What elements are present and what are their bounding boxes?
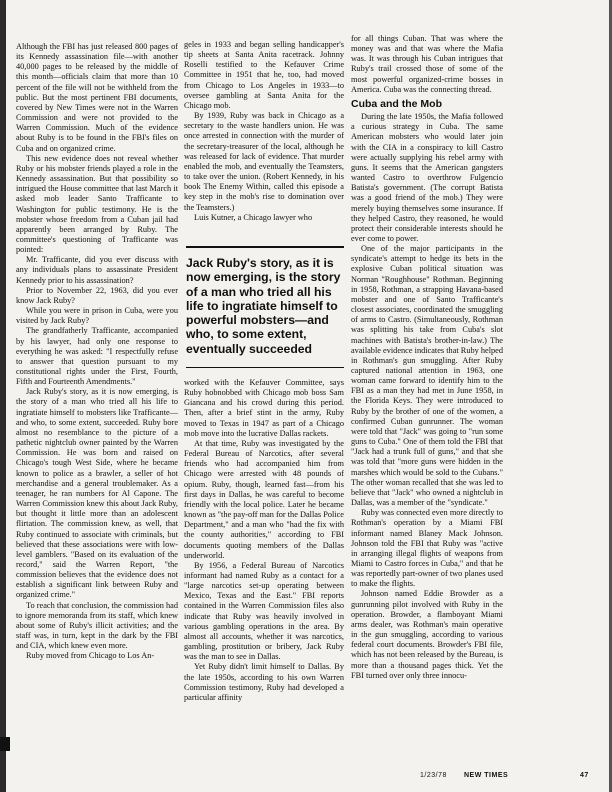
paragraph: Johnson named Eddie Browder as a gunrunning pilot involved with Ruby in the operation. Browder, a flamboyant Miami arms dealer, was Rothman's main operative in the gun smuggling, according to various federal court documents. Browder's FBI file, which has not been released by the Bureau, is more than a thousand pages thick. Yet the FBI turned over only three innocu- — [351, 589, 503, 680]
paragraph: The grandfatherly Trafficante, accompanied by his lawyer, had only one response to everything he was asked: "I respectfully refuse to answer that question pursuant to my constitutional rights under the First, Fourth, Fifth and Fourteenth Amendments." — [16, 326, 178, 387]
paragraph: Ruby moved from Chicago to Los An- — [26, 651, 155, 661]
paragraph: Prior to November 22, 1963, did you ever know Jack Ruby? — [16, 285, 178, 305]
paragraph: During the late 1950s, the Mafia followed a curious strategy in Cuba. The same American mobsters who would later join with the CIA in a conspiracy to kill Castro were actually supplying his rebel army with guns. It seems that the American gangsters wanted Castro to overthrow Fulgencio Batista's government. (The corrupt Batista was a good friend of the mob.) They were merely buying themselves some insurance. If they helped Castro, they reasoned, he would protect their considerable interests should he ever come to power. — [351, 112, 503, 243]
paragraph: Luis Kutner, a Chicago lawyer who — [194, 212, 313, 222]
paragraph: Mr. Trafficante, did you ever discuss with any individuals plans to assassinate President Kennedy prior to his assassination? — [16, 255, 178, 285]
paragraph: To reach that conclusion, the commission had to ignore memoranda from its staff, which knew about some of Ruby's illicit activities; and the staff was, in turn, kept in the dark by the FBI and CIA, which knew even more. — [16, 600, 178, 651]
pull-quote-text: Jack Ruby's story, as it is now emerging, is the story of a man who tried all his life to ingratiate himself to powerful mobsters—and who, to some extent, eventually succeeded — [186, 256, 341, 356]
column-2-top — [184, 40, 344, 240]
paragraph: This new evidence does not reveal whether Ruby or his mobster friends played a role in the Kennedy assassination. But that possibility so intrigued the House committee that last March it asked mob leader Santo Trafficante to Washington for public testimony. He is the mobster whose freedom from a Cuban jail had apparently been arranged by Ruby. The committee's questioning of Trafficante was pointed: — [16, 153, 178, 255]
paragraph: geles in 1933 and began selling handicapper's tip sheets at Santa Anita racetrack. Johnny Roselli testified to the Kefauver Crime Committee in 1951 that he, too, had moved from Chicago to Los Angeles in 1933—to oversee gambling at Santa Anita for the Chicago mob. — [184, 40, 344, 110]
scan-mark — [0, 737, 10, 751]
paragraph: While you were in prison in Cuba, were you visited by Jack Ruby? — [16, 306, 178, 326]
paragraph: worked with the Kefauver Committee, says Ruby hobnobbed with Chicago mob boss Sam Giancana and his crowd during this period. Then, after a brief stint in the army, Ruby moved to Texas in 1947 as part of a Chicago mob move into the lucrative Dallas rackets. — [184, 378, 344, 438]
paragraph: Ruby was connected even more directly to Rothman's operation by a Miami FBI informant named Blaney Mack Johnson. Johnson told the FBI that Ruby was "active in arranging illegal flights of weapons from Miami to Castro forces in Cuba," and that he was reportedly part-owner of two planes used to make the flights. — [351, 508, 503, 589]
paragraph: Jack Ruby's story, as it is now emerging, is the story of a man who tried all his life to ingratiate himself to mobsters like Trafficante—and who, to some extent, succeeded. Ruby bore almost no resemblance to the picture of a pathetic nightclub owner painted by the Warren Commission. He was born and raised on Chicago's tough West Side, where he became known to police as a brawler, a seller of hot merchandise and a general troublemaker. As a teenager, he ran numbers for Al Capone. The Warren Commission knew this about Jack Ruby, but thought it little more than an adolescent flirtation. The commission knew, as well, that Ruby continued to associate with criminals, but believed that these associations were with low-level gamblers. "Based on its evaluation of the record," said the Warren Report, "the commission believes that the evidence does not establish a significant link between Ruby and organized crime." — [16, 387, 178, 600]
pull-quote — [186, 246, 344, 368]
paragraph: for all things Cuban. That was where the money was and that was where the Mafia was. It was through his Cuban intrigues that Ruby's trail crossed those of some of the most powerful organized-crime bosses in America. Cuba was the connecting thread. — [351, 34, 503, 94]
paragraph: Yet Ruby didn't limit himself to Dallas. By the late 1950s, according to his own Warren Commission testimony, Ruby had developed a particular affinity — [184, 662, 344, 702]
column-2-bottom — [184, 378, 344, 750]
page-number: 47 — [580, 772, 589, 779]
paragraph: Although the FBI has just released 800 pages of its Kennedy assassination file—with another 40,000 pages to be released by the middle of this month—officials claim that more than 10 percent of the file will not be withheld from the public. But the most pertinent FBI documents, covered by New Times were not in the Warren Commission and were not provided to the Warren Commission. Much of the evidence about Ruby is to be found in the FBI's files on Cuba and on organized crime. — [16, 42, 178, 153]
paragraph: By 1956, a Federal Bureau of Narcotics informant had named Ruby as a contact for a "large narcotics set-up operating between Mexico, Texas and the East." FBI reports contained in the Warren Commission files also indicate that Ruby was heavily involved in various gambling operations in the area. By almost all accounts, whether it was narcotics, gambling, prostitution or bribery, Jack Ruby was the man to see in Dallas. — [184, 560, 344, 662]
column-3 — [351, 34, 503, 768]
page-footer — [420, 772, 600, 784]
paragraph: By 1939, Ruby was back in Chicago as a secretary to the waste handlers union. He was once arrested in connection with the murder of the secretary-treasurer of the local, although he was released for lack of evidence. That murder enabled the mob, and eventually the Teamsters, to take over the union. (Robert Kennedy, in his book The Enemy Within, called this episode a key step in the mob's rise to domination over the Teamsters.) — [184, 111, 344, 212]
column-1 — [16, 42, 178, 742]
paragraph: One of the major participants in the syndicate's attempt to hedge its bets in the explosive Cuban political situation was Norman "Roughhouse" Rothman. Beginning in 1958, Rothman, a strapping Havana-based mobster and one of Santo Trafficante's closest associates, coordinated the smuggling of arms to Castro. (Simultaneously, Rothman was splitting his take from Cuba's slot machines with Batista's brother-in-law.) The available evidence indicates that Ruby helped in Rothman's gun smuggling. After Ruby captured national attention in 1963, one woman came forward to identify him to the FBI as a man they had met in June 1958, in the Florida Keys. They were introduced to Ruby by the brother of one of the women, a confirmed Cuban gunrunner. The woman were told that "Jack" was going to "run some guns to Cuba." One of them told the FBI that "Jack had a trunk full of guns," and that she was told that "more guns were hidden in the marshes which would be sold to the Cubans." The other woman recalled that she was led to believe that "Jack" who owned a nightclub in Dallas, was a member of the "syndicate." — [351, 244, 503, 508]
issue-date: 1/23/78 — [420, 772, 447, 779]
magazine-name: NEW TIMES — [464, 772, 509, 779]
scan-edge-left — [0, 0, 6, 792]
section-subhead: Cuba and the Mob — [351, 97, 442, 110]
paragraph: At that time, Ruby was investigated by the Federal Bureau of Narcotics, after several friends who had accompanied him from Chicago were arrested with 48 pounds of opium. Ruby, though, learned fast—from his first days in Dallas, he was careful to become friendly with the local police. Later he became known as "the pay-off man for the Dallas Police Department," and a man who "had the fix with the county authorities," according to FBI documents quoting members of the Dallas underworld. — [184, 438, 344, 560]
